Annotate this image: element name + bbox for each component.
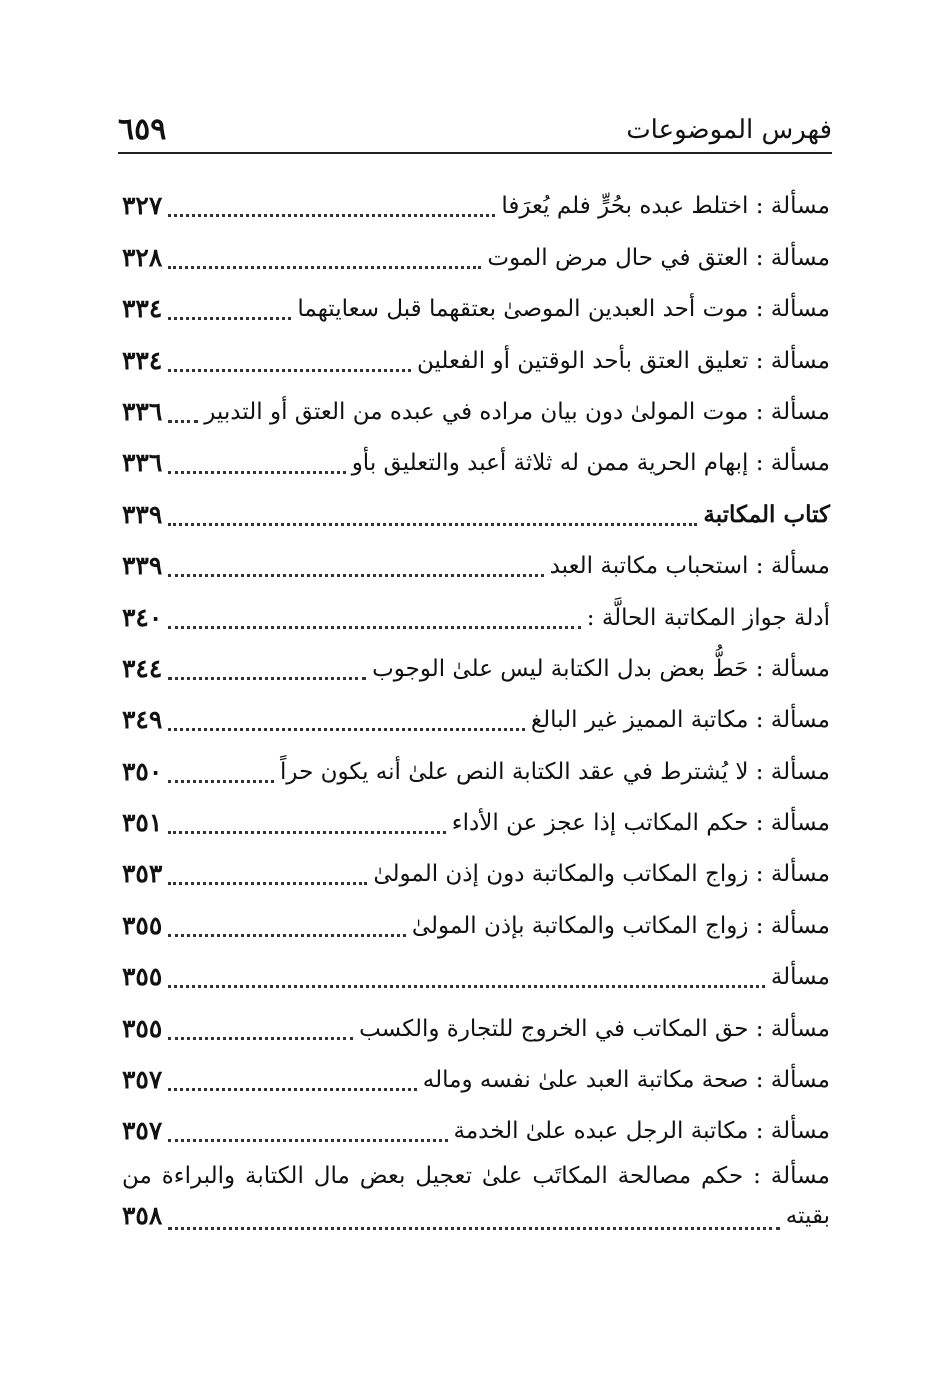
toc-leader-dots <box>168 934 406 937</box>
toc-leader-dots <box>168 317 291 320</box>
toc-entry-title: مسألة : زواج المكاتب والمكاتبة دون إذن المولىٰ <box>373 861 830 888</box>
toc-entry-page: ٣٣٩ <box>122 551 163 581</box>
toc-entry-title: مسألة : حَطُّ بعض بدل الكتابة ليس علىٰ الوجوب <box>372 655 830 682</box>
toc-leader-dots <box>168 985 765 988</box>
toc-entry-title: مسألة : حكم المكاتب إذا عجز عن الأداء <box>451 810 830 837</box>
toc-leader-dots <box>168 1227 779 1230</box>
toc-entry-title: مسألة : مكاتبة المميز غير البالغ <box>530 707 830 734</box>
toc-entry-page: ٣٣٦ <box>122 448 163 478</box>
toc-entry <box>122 275 830 326</box>
toc-entry-title: مسألة : صحة مكاتبة العبد علىٰ نفسه وماله <box>422 1067 830 1094</box>
toc-entry-title: مسألة : لا يُشترط في عقد الكتابة النص علىٰ أنه يكون حراً <box>280 758 830 785</box>
page-header <box>118 100 832 150</box>
toc-leader-dots <box>168 1088 417 1091</box>
toc-leader-dots <box>168 780 274 783</box>
toc-entry <box>122 891 830 942</box>
toc-entry-page: ٣٣٤ <box>122 345 163 375</box>
toc-entry-title-line2-row <box>122 1196 830 1236</box>
toc-entry-page: ٣٤٠ <box>122 602 163 632</box>
toc-entry-page: ٣٣٩ <box>122 499 163 529</box>
toc-entry-page: ٣٤٩ <box>122 705 163 735</box>
toc-entry-page: ٣٢٨ <box>122 242 163 272</box>
toc-leader-dots <box>168 882 367 885</box>
toc-leader-dots <box>168 471 345 474</box>
toc-leader-dots <box>168 677 366 680</box>
toc-entry-title: مسألة : تعليق العتق بأحد الوقتين أو الفعلين <box>416 347 830 374</box>
toc-entry-title: مسألة : اختلط عبده بحُرٍّ فلم يُعرَفا <box>501 193 830 220</box>
toc-entry-page: ٣٢٧ <box>122 191 163 221</box>
toc-entry-page: ٣٤٤ <box>122 653 163 683</box>
toc-section-heading <box>122 480 830 531</box>
toc-entry-page: ٣٥١ <box>122 808 163 838</box>
toc-entry-page: ٣٥٠ <box>122 756 163 786</box>
toc-entry-page: ٣٣٦ <box>122 396 163 426</box>
table-of-contents <box>122 172 830 1236</box>
toc-entry-title: مسألة : موت المولىٰ دون بيان مراده في عبده من العتق أو التدبير <box>204 398 830 425</box>
toc-entry-page: ٣٥٣ <box>122 859 163 889</box>
toc-entry <box>122 532 830 583</box>
toc-entry-page: ٣٥٥ <box>122 910 163 940</box>
toc-entry-title: مسألة : زواج المكاتب والمكاتبة بإذن المولىٰ <box>411 912 830 939</box>
toc-entry-title-line1: مسألة : حكم مصالحة المكاتَب علىٰ تعجيل بعض مال الكتابة والبراءة من <box>122 1163 830 1190</box>
toc-entry <box>122 1046 830 1097</box>
toc-entry <box>122 326 830 377</box>
toc-leader-dots <box>168 831 446 834</box>
toc-entry-title: مسألة : العتق في حال مرض الموت <box>487 244 830 271</box>
toc-entry-title: كتاب المكاتبة <box>703 500 830 528</box>
toc-entry-page: ٣٥٧ <box>122 1065 163 1095</box>
toc-entry-page: ٣٥٥ <box>122 1013 163 1043</box>
toc-entry-title: مسألة : مكاتبة الرجل عبده علىٰ الخدمة <box>453 1118 830 1145</box>
toc-entry <box>122 737 830 788</box>
header-rule <box>118 152 832 154</box>
toc-entry <box>122 994 830 1045</box>
toc-leader-dots <box>168 574 543 577</box>
toc-leader-dots <box>168 728 525 731</box>
page-number: ٦٥٩ <box>118 112 167 147</box>
toc-leader-dots <box>168 214 495 217</box>
toc-leader-dots <box>168 266 481 269</box>
toc-entry-title: أدلة جواز المكاتبة الحالَّة : <box>586 604 830 631</box>
toc-leader-dots <box>168 1139 447 1142</box>
toc-entry-title: مسألة : إبهام الحرية ممن له ثلاثة أعبد والتعليق بأو <box>351 450 830 477</box>
toc-entry <box>122 635 830 686</box>
toc-entry <box>122 686 830 737</box>
toc-entry-page: ٣٥٧ <box>122 1116 163 1146</box>
toc-entry <box>122 172 830 223</box>
toc-leader-dots <box>168 523 697 526</box>
toc-entry <box>122 378 830 429</box>
toc-entry-page: ٣٣٤ <box>122 294 163 324</box>
toc-entry <box>122 1097 830 1148</box>
running-title: فهرس الموضوعات <box>626 115 832 145</box>
toc-entry-page: ٣٥٨ <box>122 1201 163 1231</box>
toc-entry-title: مسألة : حق المكاتب في الخروج للتجارة والكسب <box>359 1015 830 1042</box>
toc-entry-title: مسألة <box>770 964 830 991</box>
toc-entry-wrapped <box>122 1148 830 1236</box>
toc-entry <box>122 223 830 274</box>
toc-entry <box>122 429 830 480</box>
toc-entry-title: مسألة : استحباب مكاتبة العبد <box>549 553 830 580</box>
toc-entry <box>122 840 830 891</box>
toc-leader-dots <box>168 369 411 372</box>
toc-entry-title: مسألة : موت أحد العبدين الموصىٰ بعتقهما قبل سعايتهما <box>297 296 830 323</box>
toc-leader-dots <box>168 626 580 629</box>
toc-leader-dots <box>168 420 198 423</box>
toc-leader-dots <box>168 1037 353 1040</box>
toc-entry-title-line2: بقيته <box>785 1203 830 1230</box>
toc-entry <box>122 789 830 840</box>
toc-entry <box>122 583 830 634</box>
toc-entry-page: ٣٥٥ <box>122 962 163 992</box>
toc-entry <box>122 943 830 994</box>
